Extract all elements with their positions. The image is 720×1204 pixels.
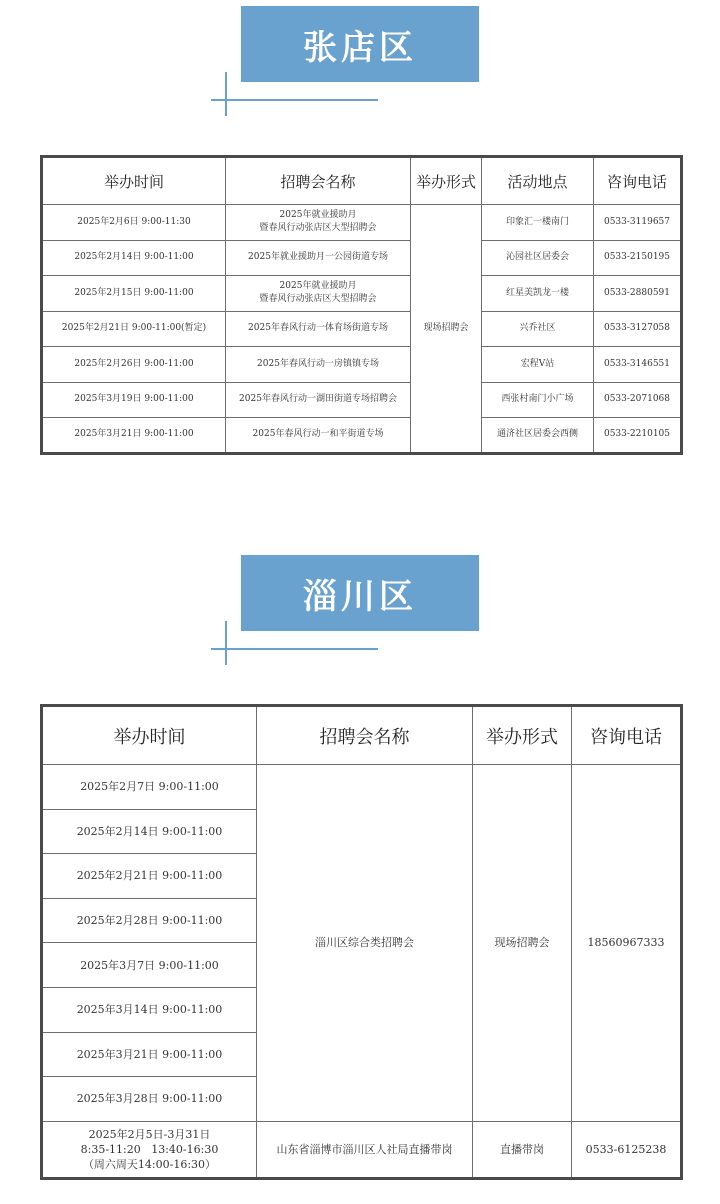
cell-name: 淄川区综合类招聘会 — [257, 765, 473, 1122]
cell-time: 2025年3月7日 9:00-11:00 — [42, 943, 257, 988]
cell-phone: 0533-6125238 — [572, 1121, 682, 1178]
section-title-zhangdian: 张店区 — [241, 6, 479, 82]
cell-place: 沁园社区居委会 — [482, 240, 594, 276]
cell-time: 2025年2月6日 9:00-11:30 — [42, 205, 226, 241]
cell-phone: 0533-3119657 — [594, 205, 682, 241]
cell-place: 西张村南门小广场 — [482, 382, 594, 418]
cell-time: 2025年3月21日 9:00-11:00 — [42, 1032, 257, 1077]
cell-time: 2025年2月26日 9:00-11:00 — [42, 347, 226, 383]
cell-format: 现场招聘会 — [473, 765, 572, 1122]
cell-phone: 0533-3146551 — [594, 347, 682, 383]
table-row — [42, 205, 682, 241]
cell-name: 2025年春风行动一湖田街道专场招聘会 — [226, 382, 411, 418]
cell-phone: 0533-2880591 — [594, 276, 682, 312]
table-row — [42, 276, 682, 312]
table-header-row — [42, 706, 682, 765]
time-line: 2025年2月5日-3月31日 — [88, 1127, 211, 1141]
cell-place: 宏程V站 — [482, 347, 594, 383]
header-name: 招聘会名称 — [226, 157, 411, 205]
decor-line-horizontal — [211, 648, 378, 650]
table-row — [42, 240, 682, 276]
cell-name: 2025年春风行动一体育场街道专场 — [226, 311, 411, 347]
header-format: 举办形式 — [473, 706, 572, 765]
cell-name: 2025年就业援助月一公园街道专场 — [226, 240, 411, 276]
header-format: 举办形式 — [411, 157, 482, 205]
time-line: （周六周天14:00-16:30） — [82, 1157, 217, 1171]
header-name: 招聘会名称 — [257, 706, 473, 765]
table-header-row — [42, 157, 682, 205]
cell-time: 2025年3月14日 9:00-11:00 — [42, 987, 257, 1032]
cell-time — [42, 1121, 257, 1178]
cell-place: 红星美凯龙一楼 — [482, 276, 594, 312]
table-row — [42, 1121, 682, 1178]
cell-phone: 0533-2210105 — [594, 418, 682, 454]
table-row — [42, 765, 682, 810]
header-time: 举办时间 — [42, 157, 226, 205]
cell-name: 2025年就业援助月 暨春风行动张店区大型招聘会 — [226, 205, 411, 241]
decor-line-horizontal — [211, 99, 378, 101]
cell-place: 印象汇一楼南门 — [482, 205, 594, 241]
cell-format: 直播带岗 — [473, 1121, 572, 1178]
table-row — [42, 418, 682, 454]
cell-time: 2025年3月21日 9:00-11:00 — [42, 418, 226, 454]
cell-time: 2025年2月21日 9:00-11:00(暂定) — [42, 311, 226, 347]
zichuan-schedule-table — [40, 704, 683, 1180]
zhangdian-schedule-table — [40, 155, 683, 455]
header-phone: 咨询电话 — [594, 157, 682, 205]
time-line: 8:35-11:20 13:40-16:30 — [80, 1142, 219, 1156]
table-row — [42, 311, 682, 347]
cell-time: 2025年2月15日 9:00-11:00 — [42, 276, 226, 312]
header-phone: 咨询电话 — [572, 706, 682, 765]
cell-time: 2025年2月7日 9:00-11:00 — [42, 765, 257, 810]
decor-line-vertical — [225, 621, 227, 665]
decor-line-vertical — [225, 72, 227, 116]
cell-name: 2025年春风行动一房镇镇专场 — [226, 347, 411, 383]
cell-phone: 0533-2150195 — [594, 240, 682, 276]
section-title-zichuan: 淄川区 — [241, 555, 479, 631]
cell-phone: 0533-2071068 — [594, 382, 682, 418]
cell-time: 2025年2月21日 9:00-11:00 — [42, 854, 257, 899]
cell-format: 现场招聘会 — [411, 205, 482, 454]
cell-name: 山东省淄博市淄川区人社局直播带岗 — [257, 1121, 473, 1178]
cell-time: 2025年2月14日 9:00-11:00 — [42, 809, 257, 854]
cell-time: 2025年2月14日 9:00-11:00 — [42, 240, 226, 276]
header-time: 举办时间 — [42, 706, 257, 765]
header-place: 活动地点 — [482, 157, 594, 205]
table-row — [42, 347, 682, 383]
cell-time: 2025年3月19日 9:00-11:00 — [42, 382, 226, 418]
cell-place: 兴乔社区 — [482, 311, 594, 347]
cell-time: 2025年3月28日 9:00-11:00 — [42, 1077, 257, 1122]
cell-name: 2025年春风行动一和平街道专场 — [226, 418, 411, 454]
cell-place: 通济社区居委会西侧 — [482, 418, 594, 454]
cell-name: 2025年就业援助月 暨春风行动张店区大型招聘会 — [226, 276, 411, 312]
cell-phone: 0533-3127058 — [594, 311, 682, 347]
cell-phone: 18560967333 — [572, 765, 682, 1122]
table-row — [42, 382, 682, 418]
cell-time: 2025年2月28日 9:00-11:00 — [42, 898, 257, 943]
